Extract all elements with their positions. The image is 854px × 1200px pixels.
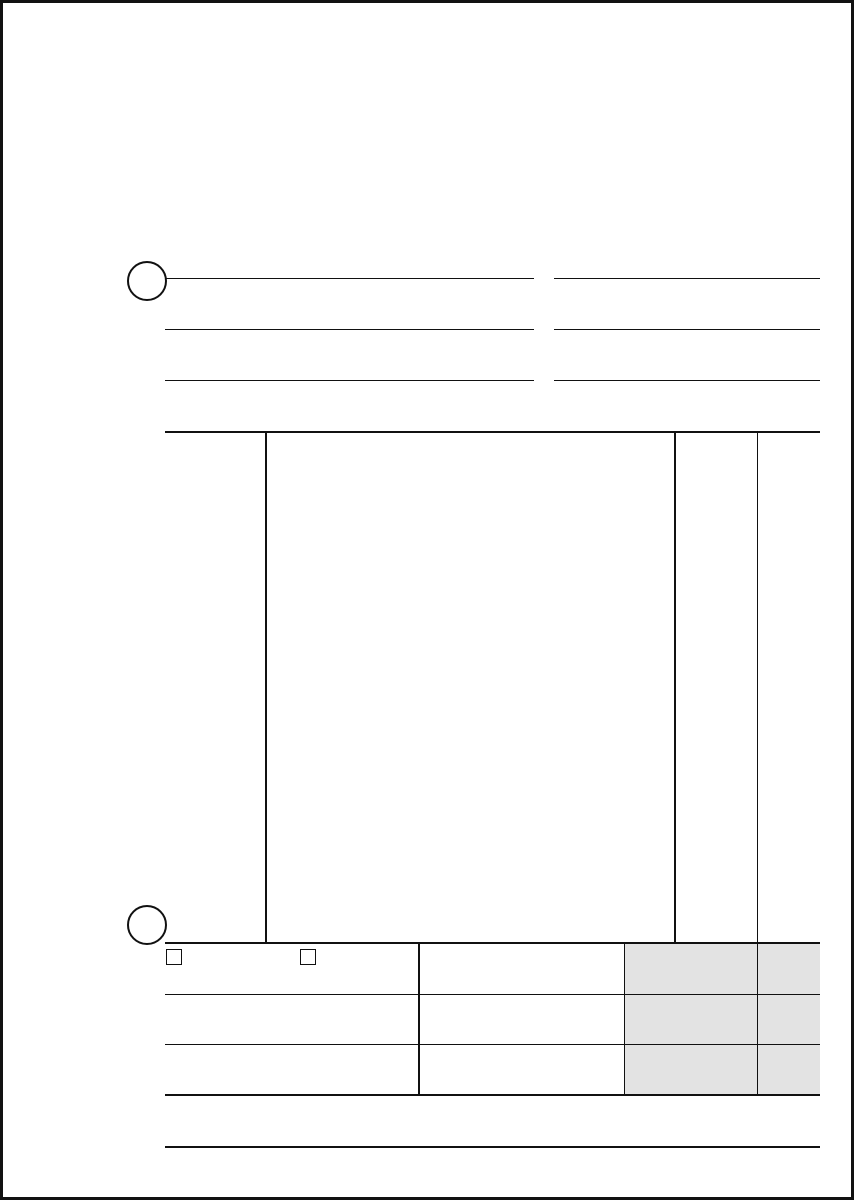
recipient-line-1[interactable] [165, 278, 534, 279]
punch-hole-bottom [127, 905, 167, 945]
address-accent-bar [165, 213, 820, 221]
perforation-dots [61, 13, 67, 1193]
table-top-border [165, 431, 820, 433]
header-accent-bar [165, 40, 820, 48]
tax-number-checkbox[interactable] [166, 949, 182, 965]
table-divider-amount [757, 431, 758, 942]
recipient-line-2[interactable] [165, 329, 534, 330]
totals-divider-amount [624, 942, 625, 1095]
your-order-line[interactable] [554, 278, 820, 279]
totals-row-line-2 [165, 1044, 820, 1045]
totals-bottom-border [165, 1094, 820, 1096]
our-delivery-line[interactable] [554, 380, 820, 381]
vat-id-checkbox[interactable] [300, 949, 316, 965]
table-divider-position [265, 431, 267, 942]
recipient-line-3[interactable] [165, 380, 534, 381]
totals-divider-label [418, 942, 420, 1095]
our-delivery-top-line [554, 329, 820, 330]
punch-hole-top [127, 261, 167, 301]
footer-line [165, 1146, 820, 1148]
totals-amount-area [624, 944, 820, 1094]
table-divider-description [674, 431, 676, 942]
totals-divider-cents [757, 942, 758, 1095]
totals-row-line-1 [165, 994, 820, 995]
